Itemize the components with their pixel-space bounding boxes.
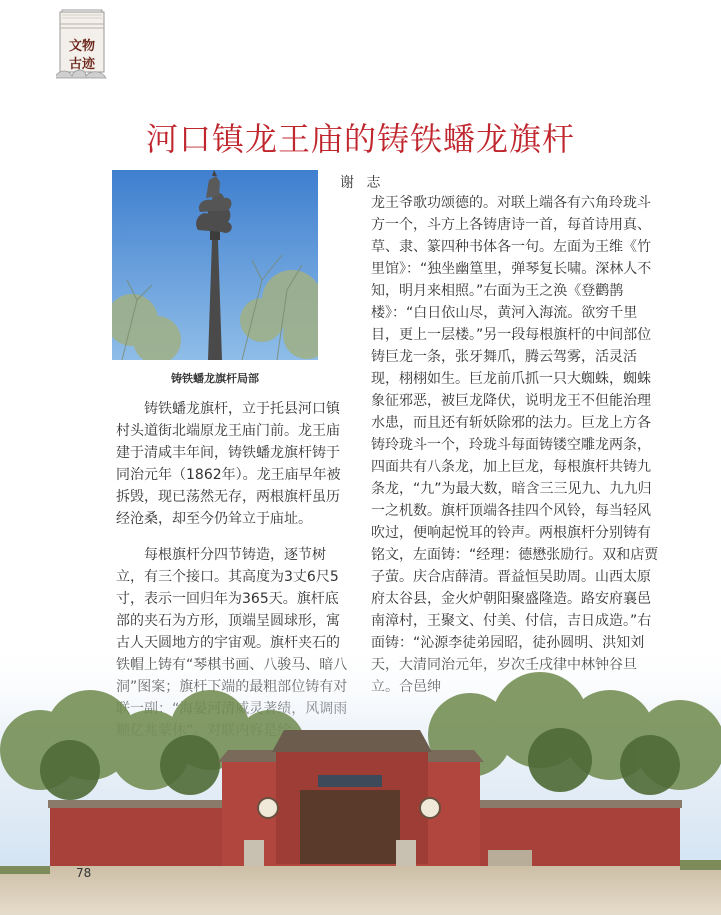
paragraph: 龙王爷歌功颂德的。对联上端各有六角玲珑斗方一个，斗方上各铸唐诗一首，每首诗用真、草、隶、篆四种书体各一句。左面为王维《竹里馆》：“独坐幽篁里，弹琴复长啸。深林人不知，明月来相照。”右面为王之涣《登鹳鹊楼》：“白日依山尽，黄河入海流。欲穷千里目，更上一层楼。”另一段每根旗杆的中间部位铸巨龙一条，张牙舞爪，腾云驾雾，活灵活现，栩栩如生。巨龙前爪抓一只大蜘蛛，蜘蛛象征邪恶，被巨龙降伏，说明龙王不但能治理水患，而且还有斩妖除邪的法力。巨龙上方各铸玲珑斗一个，玲珑斗每面铸镂空雕龙两条，四面共有八条龙，加上巨龙，每根旗杆共铸九条龙，“九”为最大数，暗含三三见九、九九归一之机数。旗杆顶端各挂四个风铃，每当轻风吹过，便响起悦耳的铃声。两根旗杆分别铸有铭文，左面铸：“经理：德懋张励行。双和店贾子萤。庆合店薛清。晋益恒吴助周。山西太原府太谷县，金火炉朝阳聚盛隆造。路安府襄邑南漳村，王聚文、付美、付信，吉日成造。”右	[371, 195, 659, 629]
paragraph: 铸铁蟠龙旗杆，立于托县河口镇村头道街北端原龙王庙门前。龙王庙建于清咸丰年间，铸铁蟠龙旗杆铸于同治元年（1862年）。龙王庙早年被拆毁，现已荡然无存，两根旗杆虽历经沧桑，却至今仍耸立于庙址。	[116, 401, 341, 527]
photo-caption: 铸铁蟠龙旗杆局部	[171, 372, 259, 385]
author-name: 谢 志	[340, 175, 385, 191]
article-title: 河口镇龙王庙的铸铁蟠龙旗杆	[145, 120, 575, 158]
page-number: 78	[76, 866, 92, 880]
temple-photo	[0, 640, 721, 915]
flagpole-photo	[112, 170, 318, 360]
right-column	[371, 192, 659, 698]
section-tag-line1: 文物	[68, 39, 95, 54]
section-tag	[56, 8, 108, 86]
paragraph: 每根旗杆分四节铸造，逐节树立，有三个接口。其高度为3丈6尺5寸，表示一回归年为365天。旗杆底部的夹石为方形，顶端呈圆球形，寓	[116, 547, 340, 629]
section-tag-line2: 古迹	[68, 57, 95, 72]
